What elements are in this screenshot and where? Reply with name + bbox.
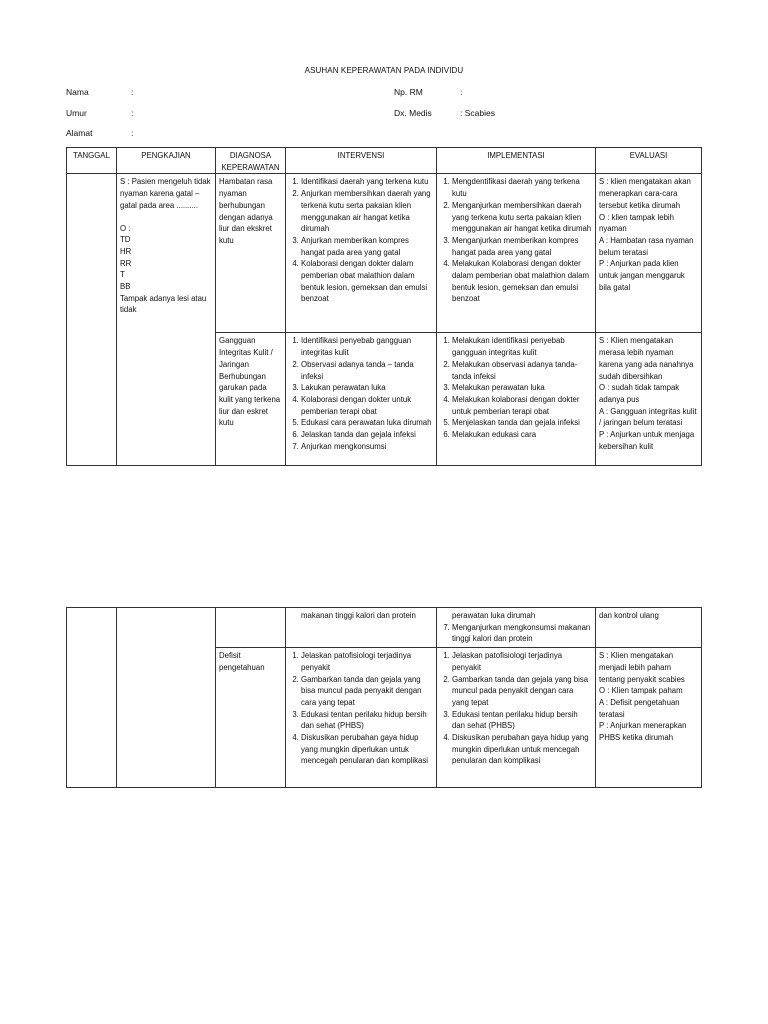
implementasi-cell bbox=[437, 608, 596, 648]
evaluasi-p: P : Anjurkan pada klien untuk jangan menggaruk bila gatal bbox=[599, 259, 685, 292]
list-item: 4. Melakukan kolaborasi dengan dokter untuk pemberian terapi obat bbox=[452, 394, 592, 417]
list-item: 3. Lakukan perawatan luka bbox=[301, 382, 433, 394]
table-row bbox=[67, 174, 702, 333]
nprm-label: Np. RM bbox=[394, 87, 423, 97]
care-plan-table-continued bbox=[66, 607, 702, 788]
list-item: 2. Observasi adanya tanda – tanda infeksi bbox=[301, 359, 433, 382]
nprm-separator: : bbox=[460, 87, 463, 97]
umur-label: Umur bbox=[66, 108, 87, 118]
list-item: 2. Anjurkan membersihkan daerah yang terkena kutu serta pakaian klien menggunakan air hangat ketika dirumah bbox=[301, 188, 433, 235]
intervensi-cell bbox=[286, 333, 437, 466]
pengkajian-objective: O : bbox=[120, 223, 131, 233]
list-item: 1. Identifikasi daerah yang terkena kutu bbox=[301, 176, 433, 188]
nama-separator: : bbox=[131, 87, 134, 97]
pengkajian-t: T bbox=[120, 270, 125, 280]
column-header-implementasi: IMPLEMENTASI bbox=[437, 148, 596, 174]
evaluasi-a: A : Gangguan integritas kulit / jaringan belum teratasi bbox=[599, 406, 697, 428]
dx-medis-label: Dx. Medis bbox=[394, 108, 432, 118]
list-item: 5. Menjelaskan tanda dan gejala infeksi bbox=[452, 417, 592, 429]
pengkajian-rr: RR bbox=[120, 258, 132, 268]
pengkajian-td: TD bbox=[120, 235, 131, 245]
evaluasi-o: O : sudah tidak tampak adanya pus bbox=[599, 383, 680, 404]
document-title: ASUHAN KEPERAWATAN PADA INDIVIDU bbox=[304, 66, 464, 75]
list-item: 4. Kolaborasi dengan dokter dalam pemberian obat malathion dalam bentuk lesion, gemeksan dan emulsi benzoat bbox=[301, 258, 433, 305]
list-item: 7. Menganjurkan mengkonsumsi makanan tinggi kalori dan protein bbox=[452, 622, 592, 645]
evaluasi-cell bbox=[596, 174, 702, 333]
intervensi-cell bbox=[286, 608, 437, 648]
list-item: 4. Melakukan Kolaborasi dengan dokter dalam pemberian obat malathion dalam bentuk lesion, gemeksan dan emulsi benzoat bbox=[452, 258, 592, 305]
diagnosa-cell: Defisit pengetahuan bbox=[216, 648, 286, 788]
table-header-row bbox=[67, 148, 702, 174]
list-item: 2. Gambarkan tanda dan gejala yang bisa muncul pada penyakit dengan cara yang tepat bbox=[452, 674, 592, 709]
diagnosa-cell bbox=[216, 608, 286, 648]
list-item: 2. Gambarkan tanda dan gejala yang bisa muncul pada penyakit dengan cara yang tepat bbox=[301, 674, 433, 709]
evaluasi-cell bbox=[596, 333, 702, 466]
list-item: 6. Jelaskan tanda dan gejala infeksi bbox=[301, 429, 433, 441]
nama-label: Nama bbox=[66, 87, 89, 97]
evaluasi-o: O : Klien tampak paham bbox=[599, 686, 683, 696]
dx-medis-value: : Scabies bbox=[460, 108, 495, 118]
list-item: 1. Melakukan identifikasi penyebab gangguan integritas kulit bbox=[452, 335, 592, 358]
alamat-separator: : bbox=[131, 128, 134, 138]
column-header-pengkajian: PENGKAJIAN bbox=[117, 148, 216, 174]
list-item: 4. Diskusikan perubahan gaya hidup yang mungkin diperlukan untuk mencegah penularan dan komplikasi bbox=[452, 732, 592, 767]
implementasi-cell bbox=[437, 648, 596, 788]
tanggal-cell bbox=[67, 174, 117, 466]
list-item-continued: makanan tinggi kalori dan protein bbox=[301, 611, 416, 620]
table-row bbox=[67, 608, 702, 648]
pengkajian-lesi: Tampak adanya lesi atau tidak bbox=[120, 293, 207, 315]
diagnosa-cell: Hambatan rasa nyaman berhubungan dengan adanya liur dan ekskret kutu bbox=[216, 174, 286, 333]
list-item: 7. Anjurkan mengkonsumsi bbox=[301, 441, 433, 453]
alamat-label: Alamat bbox=[66, 128, 93, 138]
list-item: 3. Menganjurkan memberikan kompres hangat pada area yang gatal bbox=[452, 235, 592, 258]
pengkajian-subjective: S : Pasien mengeluh tidak nyaman karena gatal – gatal pada area .......... bbox=[120, 177, 211, 210]
pengkajian-cell bbox=[117, 174, 216, 466]
list-item: 4. Diskusikan perubahan gaya hidup yang mungkin diperlukan untuk mencegah penularan dan komplikasi bbox=[301, 732, 433, 767]
care-plan-table bbox=[66, 147, 702, 466]
list-item: 1. Jelaskan patofisiologi terjadinya penyakit bbox=[301, 650, 433, 673]
list-item: 3. Edukasi tentan perilaku hidup bersih dan sehat (PHBS) bbox=[452, 709, 592, 732]
column-header-evaluasi: EVALUASI bbox=[596, 148, 702, 174]
evaluasi-s: S : Klien mengatakan merasa lebih nyaman karena yang ada nanahnya sudah dibersihkan bbox=[599, 336, 694, 381]
implementasi-cell bbox=[437, 333, 596, 466]
pengkajian-cell bbox=[117, 608, 216, 788]
list-item: 1. Identifikasi penyebab gangguan integritas kulit bbox=[301, 335, 433, 358]
column-header-tanggal: TANGGAL bbox=[67, 148, 117, 174]
evaluasi-s: S : Klien mengatakan menjadi lebih paham tentang penyakit scabies bbox=[599, 651, 685, 684]
evaluasi-p: P : Anjurkan untuk menjaga kebersihan kulit bbox=[599, 430, 695, 451]
evaluasi-s: S : klien mengatakan akan menerapkan cara-cara tersebut ketika dirumah bbox=[599, 177, 691, 210]
intervensi-cell bbox=[286, 648, 437, 788]
intervensi-cell bbox=[286, 174, 437, 333]
list-item: 2. Melakukan observasi adanya tanda-tanda infeksi bbox=[452, 359, 592, 382]
evaluasi-p: P : Anjurkan menerapkan PHBS ketika dirumah bbox=[599, 721, 687, 743]
list-item: 4. Kolaborasi dengan dokter untuk pemberian terapi obat bbox=[301, 394, 433, 417]
diagnosa-cell: Gangguan Integritas Kulit / Jaringan Berhubungan garukan pada kulit yang terkena liur dan eskret kutu bbox=[216, 333, 286, 466]
list-item: 5. Edukasi cara perawatan luka dirumah bbox=[301, 417, 433, 429]
pengkajian-hr: HR bbox=[120, 246, 132, 256]
list-item: 2. Menganjurkan membersihkan daerah yang terkena kutu serta pakaian klien menggunakan air hangat ketika dirumah bbox=[452, 200, 592, 235]
list-item-continued: perawatan luka dirumah bbox=[452, 611, 536, 620]
evaluasi-cell: dan kontrol ulang bbox=[596, 608, 702, 648]
evaluasi-o: O : klien tampak lebih nyaman bbox=[599, 212, 674, 234]
list-item: 3. Edukasi tentan perilaku hidup bersih dan sehat (PHBS) bbox=[301, 709, 433, 732]
list-item: 6. Melakukan edukasi cara bbox=[452, 429, 592, 441]
column-header-intervensi: INTERVENSI bbox=[286, 148, 437, 174]
pengkajian-bb: BB bbox=[120, 282, 131, 292]
pengkajian-blank bbox=[120, 212, 212, 223]
evaluasi-a: A : Hambatan rasa nyaman belum teratasi bbox=[599, 235, 694, 257]
list-item: 1. Jelaskan patofisiologi terjadinya penyakit bbox=[452, 650, 592, 673]
umur-separator: : bbox=[131, 108, 134, 118]
evaluasi-cell bbox=[596, 648, 702, 788]
list-item: 1. Mengdentifikasi daerah yang terkena kutu bbox=[452, 176, 592, 199]
column-header-diagnosa: DIAGNOSA KEPERAWATAN bbox=[216, 148, 286, 174]
evaluasi-a: A : Defisit pengetahuan teratasi bbox=[599, 697, 680, 719]
implementasi-cell bbox=[437, 174, 596, 333]
list-item: 3. Anjurkan memberikan kompres hangat pada area yang gatal bbox=[301, 235, 433, 258]
tanggal-cell bbox=[67, 608, 117, 788]
list-item: 3. Melakukan perawatan luka bbox=[452, 382, 592, 394]
